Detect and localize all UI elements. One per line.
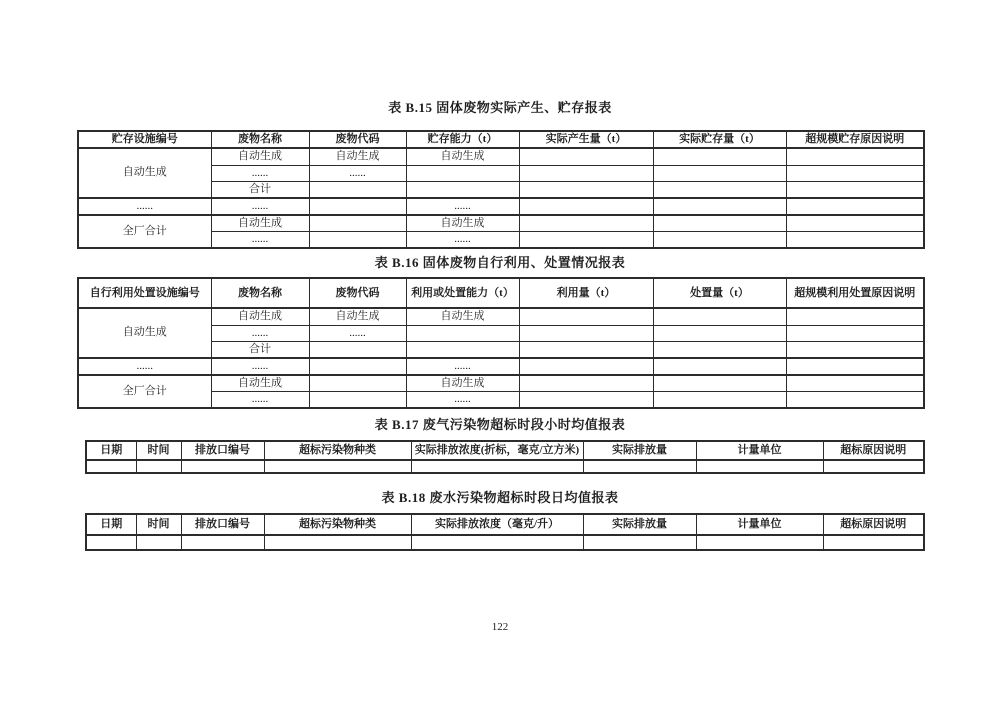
table-cell xyxy=(406,181,519,198)
table-cell xyxy=(696,535,823,550)
column-header: 超标原因说明 xyxy=(823,441,924,460)
table-cell: 自动生成 xyxy=(211,308,309,325)
column-header: 自行利用处置设施编号 xyxy=(78,278,211,308)
table-cell xyxy=(653,165,786,181)
table-cell xyxy=(264,535,411,550)
table-cell xyxy=(653,231,786,248)
table-row xyxy=(78,358,924,375)
table-cell: ...... xyxy=(406,391,519,408)
column-header: 废物代码 xyxy=(309,131,406,148)
table-cell xyxy=(653,375,786,392)
table-cell: 自动生成 xyxy=(211,215,309,232)
table-cell xyxy=(411,535,583,550)
table-cell xyxy=(786,198,924,215)
column-header: 处置量（t） xyxy=(653,278,786,308)
table-cell xyxy=(181,535,264,550)
table-cell xyxy=(786,231,924,248)
table-cell xyxy=(86,460,136,473)
table-cell xyxy=(696,460,823,473)
page-number: 122 xyxy=(491,621,509,633)
table-b16 xyxy=(77,277,925,409)
table-cell: 合计 xyxy=(211,181,309,198)
table-cell xyxy=(653,308,786,325)
table-cell xyxy=(653,181,786,198)
table-b18-title: 表 B.18 废水污染物超标时段日均值报表 xyxy=(381,490,619,505)
table-cell: ...... xyxy=(309,325,406,341)
table-cell xyxy=(309,215,406,232)
table-cell xyxy=(786,358,924,375)
table-cell xyxy=(786,181,924,198)
column-header: 贮存设施编号 xyxy=(78,131,211,148)
table-row xyxy=(86,535,924,550)
table-cell xyxy=(823,535,924,550)
table-cell: ...... xyxy=(406,358,519,375)
table-b15 xyxy=(77,130,925,249)
column-header: 实际排放量 xyxy=(583,514,696,535)
table-row xyxy=(86,460,924,473)
table-cell xyxy=(653,215,786,232)
table-b17-title: 表 B.17 废气污染物超标时段小时均值报表 xyxy=(374,417,626,432)
table-cell xyxy=(519,325,653,341)
table-cell: 自动生成 xyxy=(406,148,519,165)
table-cell xyxy=(181,460,264,473)
table-cell xyxy=(309,181,406,198)
table-cell xyxy=(309,231,406,248)
table-cell xyxy=(653,148,786,165)
table-cell xyxy=(136,460,181,473)
column-header: 超标原因说明 xyxy=(823,514,924,535)
table-cell: ...... xyxy=(406,231,519,248)
table-row xyxy=(78,148,924,165)
table-cell: ...... xyxy=(211,358,309,375)
table-row xyxy=(78,308,924,325)
facility-id-cell: 自动生成 xyxy=(78,308,211,358)
table-cell xyxy=(309,341,406,358)
table-cell xyxy=(823,460,924,473)
table-cell xyxy=(519,375,653,392)
table-cell xyxy=(583,460,696,473)
column-header: 贮存能力（t） xyxy=(406,131,519,148)
table-cell: 自动生成 xyxy=(406,308,519,325)
table-cell xyxy=(519,231,653,248)
column-header: 实际排放浓度（毫克/升） xyxy=(411,514,583,535)
table-cell xyxy=(786,375,924,392)
table-header-row xyxy=(78,278,924,308)
column-header: 计量单位 xyxy=(696,441,823,460)
table-cell xyxy=(786,391,924,408)
column-header: 计量单位 xyxy=(696,514,823,535)
table-cell xyxy=(519,181,653,198)
table-cell xyxy=(519,165,653,181)
column-header: 排放口编号 xyxy=(181,441,264,460)
table-cell xyxy=(86,535,136,550)
table-header-row xyxy=(78,131,924,148)
column-header: 排放口编号 xyxy=(181,514,264,535)
facility-id-cell: 自动生成 xyxy=(78,148,211,198)
column-header: 超标污染物种类 xyxy=(264,441,411,460)
table-cell: 自动生成 xyxy=(211,148,309,165)
column-header: 超规模利用处置原因说明 xyxy=(786,278,924,308)
table-cell xyxy=(411,460,583,473)
table-cell xyxy=(519,308,653,325)
table-cell xyxy=(786,148,924,165)
table-cell xyxy=(786,215,924,232)
table-cell xyxy=(653,341,786,358)
column-header: 实际产生量（t） xyxy=(519,131,653,148)
column-header: 时间 xyxy=(136,514,181,535)
table-cell xyxy=(519,391,653,408)
table-row xyxy=(78,375,924,392)
table-cell xyxy=(519,341,653,358)
table-cell xyxy=(786,341,924,358)
column-header: 超规模贮存原因说明 xyxy=(786,131,924,148)
table-b18 xyxy=(85,513,925,551)
table-cell: 自动生成 xyxy=(406,215,519,232)
table-cell xyxy=(136,535,181,550)
column-header: 利用或处置能力（t） xyxy=(406,278,519,308)
table-cell xyxy=(653,358,786,375)
table-row xyxy=(78,198,924,215)
table-cell xyxy=(309,198,406,215)
facility-id-cell: 全厂合计 xyxy=(78,215,211,248)
table-cell xyxy=(406,165,519,181)
column-header: 实际排放量 xyxy=(583,441,696,460)
table-cell xyxy=(309,358,406,375)
table-cell: 自动生成 xyxy=(309,148,406,165)
table-cell xyxy=(653,391,786,408)
table-cell: ...... xyxy=(309,165,406,181)
facility-id-cell: 全厂合计 xyxy=(78,375,211,408)
table-b15-title: 表 B.15 固体废物实际产生、贮存报表 xyxy=(388,100,612,115)
column-header: 时间 xyxy=(136,441,181,460)
column-header: 实际贮存量（t） xyxy=(653,131,786,148)
table-cell: ...... xyxy=(211,231,309,248)
column-header: 超标污染物种类 xyxy=(264,514,411,535)
column-header: 利用量（t） xyxy=(519,278,653,308)
column-header: 废物名称 xyxy=(211,131,309,148)
table-b17 xyxy=(85,440,925,474)
table-cell xyxy=(653,325,786,341)
table-cell: ...... xyxy=(211,325,309,341)
column-header: 日期 xyxy=(86,441,136,460)
table-row xyxy=(78,215,924,232)
table-header-row xyxy=(86,441,924,460)
column-header: 日期 xyxy=(86,514,136,535)
table-cell xyxy=(519,358,653,375)
table-cell xyxy=(786,165,924,181)
table-cell xyxy=(653,198,786,215)
table-cell: ...... xyxy=(78,198,211,215)
table-cell xyxy=(519,215,653,232)
column-header: 废物名称 xyxy=(211,278,309,308)
table-cell: ...... xyxy=(78,358,211,375)
table-cell: 自动生成 xyxy=(406,375,519,392)
table-cell: ...... xyxy=(211,198,309,215)
table-cell xyxy=(519,198,653,215)
table-cell: ...... xyxy=(211,165,309,181)
table-cell xyxy=(519,148,653,165)
table-cell xyxy=(309,391,406,408)
table-cell xyxy=(583,535,696,550)
table-cell xyxy=(406,325,519,341)
column-header: 废物代码 xyxy=(309,278,406,308)
table-cell: 自动生成 xyxy=(211,375,309,392)
table-b16-title: 表 B.16 固体废物自行利用、处置情况报表 xyxy=(374,255,626,270)
table-cell xyxy=(406,341,519,358)
table-cell: ...... xyxy=(406,198,519,215)
table-cell xyxy=(309,375,406,392)
column-header: 实际排放浓度(折标，毫克/立方米) xyxy=(411,441,583,460)
table-cell: ...... xyxy=(211,391,309,408)
table-cell: 合计 xyxy=(211,341,309,358)
table-cell xyxy=(264,460,411,473)
table-cell: 自动生成 xyxy=(309,308,406,325)
table-cell xyxy=(786,325,924,341)
table-header-row xyxy=(86,514,924,535)
table-cell xyxy=(786,308,924,325)
